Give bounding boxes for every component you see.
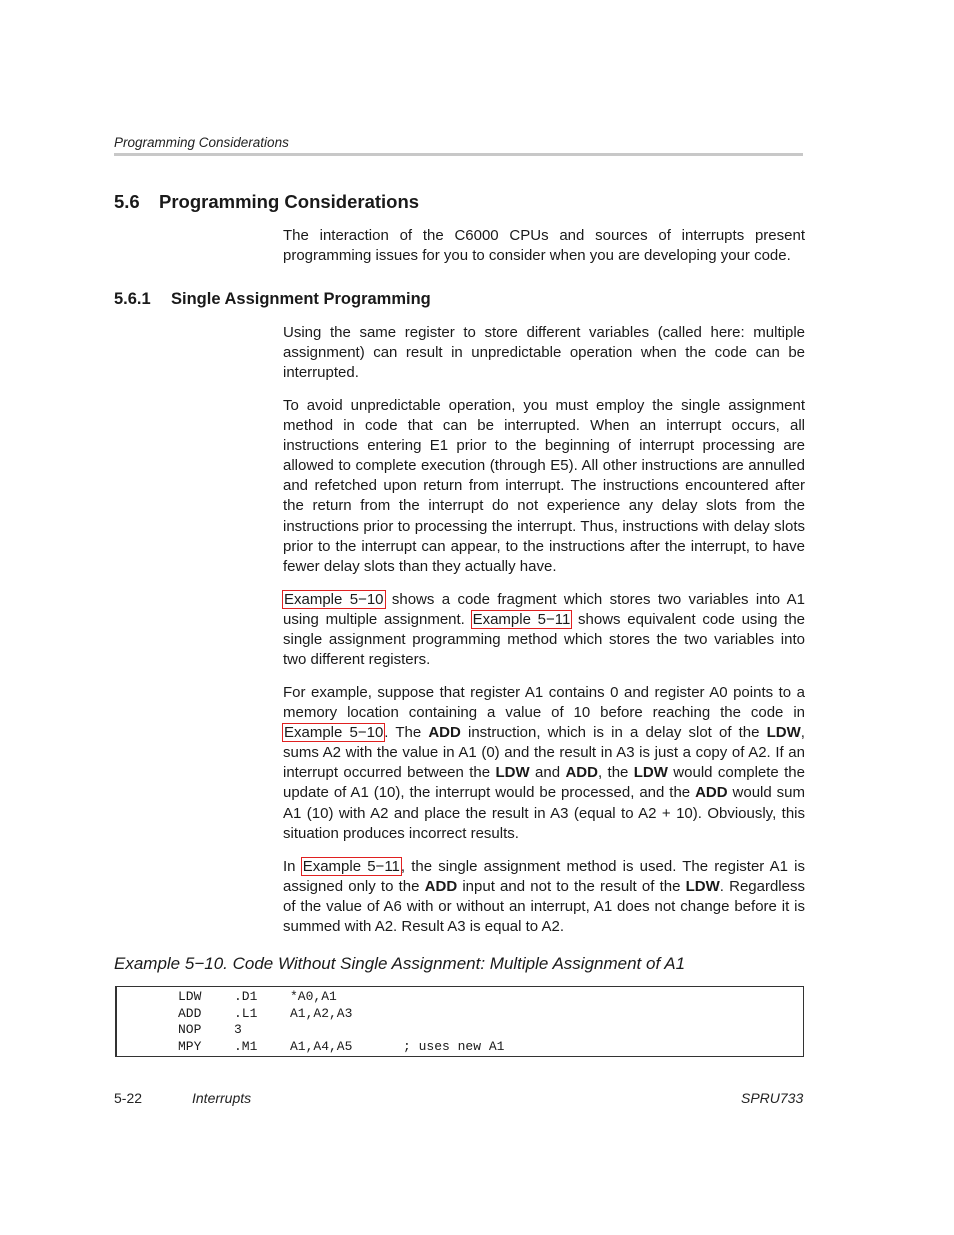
paragraph-3-text-2: shows equivalent code using the single assignment programming method which stores the two variables into two different registers. xyxy=(283,611,805,669)
mnemonic-add: ADD xyxy=(695,784,728,802)
code-unit: .M1 xyxy=(234,1038,258,1054)
paragraph-2: To avoid unpredictable operation, you must employ the single assignment method in code that can be interrupted. When an interrupt occurs, all instructions entering E1 prior to the beginning of interrupt processing are allowed to complete execution (through E5). All other instructions are annulled and refetched upon return from interrupt. The instructions encountered after the return from the interrupt do not experience any delay slots from the instructions prior to processing the interrupt. Thus, instructions with delay slots prior to the interrupt can appear, to the instructions after the interrupt, to have fewer delay slots than they actually have. xyxy=(283,397,805,575)
mnemonic-ldw: LDW xyxy=(685,878,720,896)
code-opcode: ADD xyxy=(178,1005,202,1021)
code-listing xyxy=(115,986,804,1057)
paragraph-4-text-6: , the xyxy=(597,764,634,782)
code-opcode: LDW xyxy=(178,989,202,1004)
example-caption: Example 5−10. Code Without Single Assignment: Multiple Assignment of A1 xyxy=(114,954,686,973)
section-title: Programming Considerations xyxy=(159,191,420,212)
running-head: Programming Considerations xyxy=(114,135,289,150)
mnemonic-ldw: LDW xyxy=(766,724,801,742)
mnemonic-add: ADD xyxy=(424,878,458,896)
section-heading xyxy=(114,191,419,213)
paragraph-3 xyxy=(283,590,805,670)
xref-example-5-11[interactable]: Example 5−11 xyxy=(472,611,571,629)
intro-paragraph: The interaction of the C6000 CPUs and sources of interrupts present programming issues for you to consider when you are developing your code. xyxy=(283,227,805,265)
mnemonic-ldw: LDW xyxy=(633,764,668,782)
code-opcode: MPY xyxy=(178,1038,202,1054)
paragraph-4-text-5: and xyxy=(529,764,566,782)
code-operands: A1,A2,A3 xyxy=(290,1005,353,1021)
paragraph-4-text-4: , sums A2 with the value in A1 (0) and the result in A3 is just a copy of A2. If an interrupt occurred between the xyxy=(283,724,805,782)
paragraph-5-text-3: input and not to the result of the xyxy=(457,878,686,896)
xref-example-5-10[interactable]: Example 5−10 xyxy=(284,724,384,742)
footer-document-id: SPRU733 xyxy=(741,1090,804,1106)
footer-chapter: Interrupts xyxy=(192,1090,252,1106)
subsection-title: Single Assignment Programming xyxy=(171,290,431,308)
code-line xyxy=(117,1005,353,1022)
code-operands: A1,A4,A5 xyxy=(290,1038,353,1054)
paragraph-4-text-2: . The xyxy=(384,724,429,742)
xref-example-5-10[interactable]: Example 5−10 xyxy=(284,591,384,608)
paragraph-4 xyxy=(283,683,805,844)
paragraph-1: Using the same register to store different variables (called here: multiple assignment) can result in unpredictable operation when the code can be interrupted. xyxy=(283,324,805,382)
paragraph-4-text-8: would sum A1 (10) with A2 and place the result in A3 (equal to A2 + 10). Obviously, this situation produces incorrect results. xyxy=(283,784,805,842)
code-operands: *A0,A1 xyxy=(290,989,337,1004)
paragraph-4-text-3: instruction, which is in a delay slot of the xyxy=(460,724,767,742)
code-opcode: NOP xyxy=(178,1022,202,1037)
code-line xyxy=(117,1022,242,1038)
subsection-heading xyxy=(114,290,431,309)
header-rule xyxy=(114,153,803,156)
code-unit: 3 xyxy=(234,1022,242,1037)
paragraph-5-text-2: , the single assignment method is used. The register A1 is assigned only to the xyxy=(283,858,805,896)
xref-example-5-11[interactable]: Example 5−11 xyxy=(302,858,400,875)
code-line xyxy=(117,1038,505,1055)
code-unit: .L1 xyxy=(234,1005,258,1021)
paragraph-5 xyxy=(283,857,805,937)
section-number: 5.6 xyxy=(114,191,140,212)
code-unit: .D1 xyxy=(234,989,258,1004)
paragraph-5-text-4: . Regardless of the value of A6 with or without an interrupt, A1 does not change before it is summed with A2. Result A3 is equal to A2. xyxy=(283,878,805,936)
paragraph-5-text-1: In xyxy=(283,858,302,875)
mnemonic-ldw: LDW xyxy=(495,764,530,782)
paragraph-4-text-1: For example, suppose that register A1 contains 0 and register A0 points to a memory location containing a value of 10 before reaching the code in xyxy=(283,684,805,722)
code-line xyxy=(117,989,337,1005)
footer-page-number: 5-22 xyxy=(114,1090,143,1106)
mnemonic-add: ADD xyxy=(428,724,461,742)
code-comment: ; uses new A1 xyxy=(403,1038,505,1054)
mnemonic-add: ADD xyxy=(565,764,598,782)
subsection-number: 5.6.1 xyxy=(114,290,151,308)
paragraph-3-text-1: shows a code fragment which stores two variables into A1 using multiple assignment. xyxy=(283,591,805,629)
paragraph-4-text-7: would complete the update of A1 (10), the interrupt would be processed, and the xyxy=(283,764,805,802)
